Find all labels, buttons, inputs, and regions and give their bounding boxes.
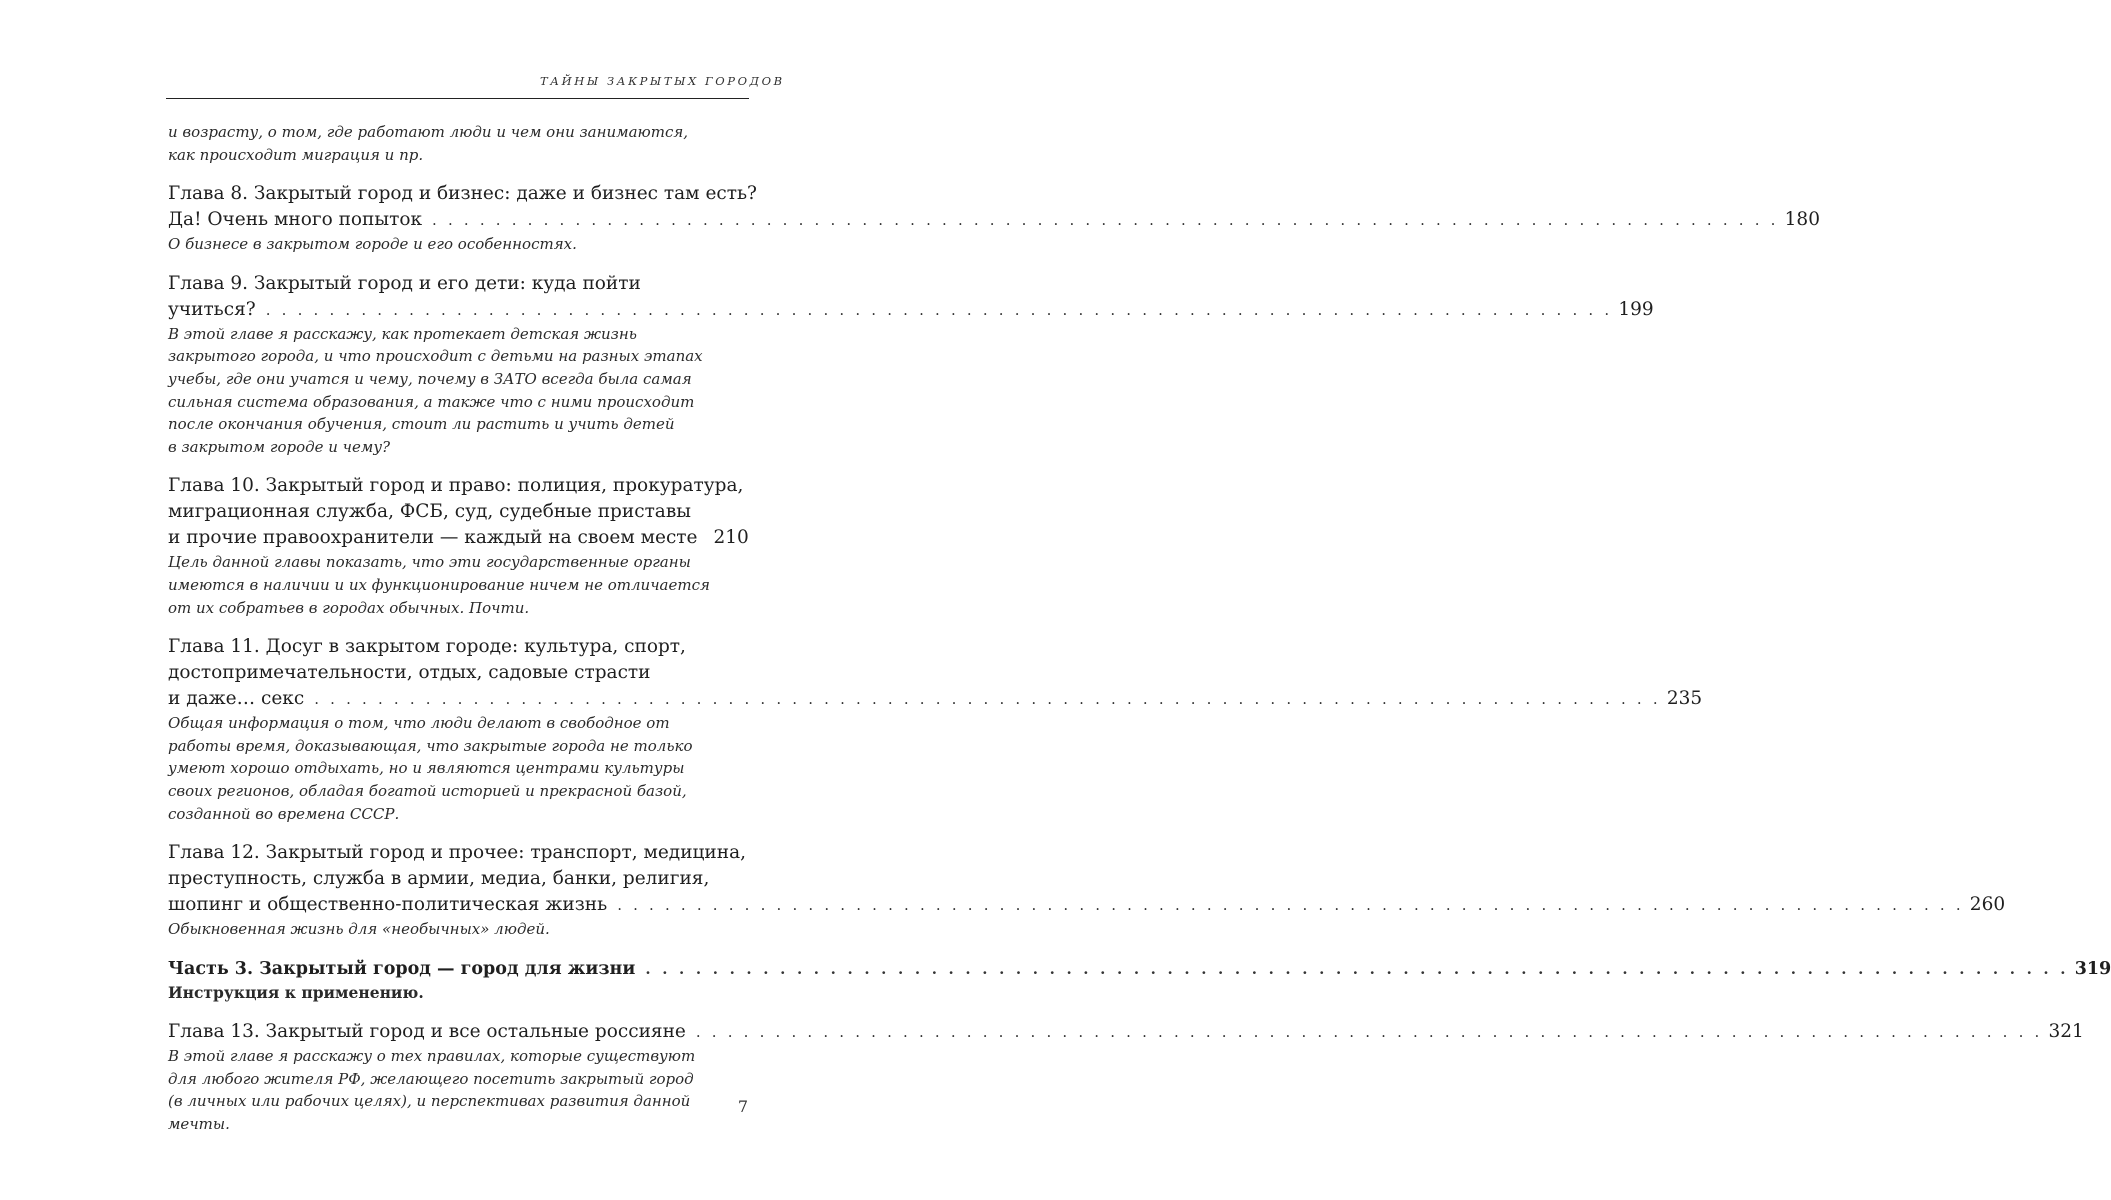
chapter-title xyxy=(168,473,749,551)
chapter-title xyxy=(168,181,1820,233)
title-line: миграционная служба, ФСБ, суд, судебные приставы xyxy=(168,501,691,523)
toc-entry-chapter-13 xyxy=(168,1019,2084,1135)
title-last-line xyxy=(168,686,1703,712)
title-text: Часть 3. Закрытый город — город для жизни xyxy=(168,958,636,979)
title-last-line xyxy=(168,956,2111,982)
desc-line: для любого жителя РФ, желающего посетить закрытый город xyxy=(168,1069,694,1088)
part-title xyxy=(168,956,2111,982)
desc-line: закрытого города, и что происходит с детьми на разных этапах xyxy=(168,347,703,366)
chapter-description xyxy=(168,323,746,459)
desc-line: умеют хорошо отдыхать, но и являются центрами культуры xyxy=(168,759,685,778)
page-ref: 319 xyxy=(2074,958,2111,979)
toc-entry-chapter-8 xyxy=(168,181,1820,256)
toc-entry-chapter-9 xyxy=(168,271,1654,459)
continued-description xyxy=(168,121,746,166)
desc-line: в закрытом городе и чему? xyxy=(168,437,391,456)
title-line: Глава 12. Закрытый город и прочее: транспорт, медицина, xyxy=(168,842,746,864)
desc-line: имеются в наличии и их функционирование ничем не отличается xyxy=(168,575,710,594)
chapter-description xyxy=(168,551,746,619)
chapter-description xyxy=(168,233,746,256)
title-text: учиться? xyxy=(168,298,256,320)
part-subtitle xyxy=(168,982,746,1005)
desc-line: учебы, где они учатся и чему, почему в ЗАТО всегда была самая xyxy=(168,369,692,388)
chapter-description xyxy=(168,712,746,825)
title-line: Глава 9. Закрытый город и его дети: куда пойти xyxy=(168,272,641,294)
page-ref: 180 xyxy=(1784,209,1820,231)
desc-line: Обыкновенная жизнь для «необычных» людей. xyxy=(168,920,550,939)
chapter-title xyxy=(168,840,2006,918)
desc-line: Инструкция к применению. xyxy=(168,982,424,1002)
title-last-line xyxy=(168,525,749,551)
title-last-line xyxy=(168,297,1654,323)
toc-entry-chapter-11 xyxy=(168,634,1703,825)
title-line: преступность, служба в армии, медиа, банки, религия, xyxy=(168,868,710,890)
dot-leader: . . . . . . . . . . . . . . . . . . . . . . . . . . . . . . . . . . . . . . . . . . . . . . . . . . . . . . . . . . . . . . . . . . . . . . . . . . . . . . . . . . . . . xyxy=(695,1023,2043,1042)
desc-line: В этой главе я расскажу, как протекает детская жизнь xyxy=(168,324,637,343)
desc-line: своих регионов, обладая богатой историей и прекрасной базой, xyxy=(168,781,687,800)
title-line: достопримечательности, отдых, садовые страсти xyxy=(168,662,651,684)
title-text: шопинг и общественно-политическая жизнь xyxy=(168,894,608,916)
toc-entry-chapter-10 xyxy=(168,473,749,619)
desc-line: и возрасту, о том, где работают люди и чем они занимаются, xyxy=(168,123,689,141)
table-of-contents xyxy=(168,121,2111,1136)
title-line: Глава 8. Закрытый город и бизнес: даже и бизнес там есть? xyxy=(168,183,757,205)
chapter-description xyxy=(168,918,746,941)
desc-line: после окончания обучения, стоит ли растить и учить детей xyxy=(168,415,675,434)
title-line: Глава 11. Досуг в закрытом городе: культура, спорт, xyxy=(168,636,686,658)
desc-line: работы время, доказывающая, что закрытые города не только xyxy=(168,736,693,755)
chapter-description xyxy=(168,1045,746,1135)
dot-leader: . . . . . . . . . . . . . . . . . . . . . . . . . . . . . . . . . . . . . . . . . . . . . . . . . . . . . . . . . . . . . . . . . . . . . . . . . . . . . . . . . . . . . xyxy=(265,300,1613,319)
dot-leader: . . . . . . . . . . . . . . . . . . . . . . . . . . . . . . . . . . . . . . . . . . . . . . . . . . . . . . . . . . . . . . . . . . . . . . . . . . . . . . . . . . . . . xyxy=(645,959,2069,978)
page-ref: 199 xyxy=(1618,298,1654,320)
dot-leader: . . . . . . . . . . . . . . . . . . . . . . . . . . . . . . . . . . . . . . . . . . . . . . . . . . . . . . . . . . . . . . . . . . . . . . . . . . . . . . . . . . . . . xyxy=(617,896,1964,915)
title-text: и даже… секс xyxy=(168,688,305,710)
page-ref: 260 xyxy=(1969,894,2006,916)
title-last-line xyxy=(168,1019,2084,1045)
page-ref: 235 xyxy=(1666,688,1703,710)
running-head: ТАЙНЫ ЗАКРЫТЫХ ГОРОДОВ xyxy=(540,74,785,88)
desc-line: созданной во времена СССР. xyxy=(168,804,400,823)
desc-line: от их собратьев в городах обычных. Почти. xyxy=(168,598,530,617)
header-rule xyxy=(166,98,749,99)
chapter-title xyxy=(168,1019,2084,1045)
desc-line: В этой главе я расскажу о тех правилах, которые существуют xyxy=(168,1047,696,1066)
desc-line: О бизнесе в закрытом городе и его особенностях. xyxy=(168,235,577,254)
title-text: и прочие правоохранители — каждый на своем месте xyxy=(168,527,698,549)
title-last-line xyxy=(168,892,2006,918)
dot-leader: . . . . . . . . . . . . . . . . . . . . . . . . . . . . . . . . . . . . . . . . . . . . . . . . . . . . . . . . . . . . . . . . . . . . . . . . . . . . . . . . . . . . . xyxy=(314,690,1661,709)
desc-line: Цель данной главы показать, что эти государственные органы xyxy=(168,553,691,572)
desc-line: как происходит миграция и пр. xyxy=(168,145,424,164)
page-ref: 210 xyxy=(713,527,749,549)
toc-entry-chapter-12 xyxy=(168,840,2006,941)
page-number: 7 xyxy=(737,1097,748,1116)
title-line: Глава 10. Закрытый город и право: полиция, прокуратура, xyxy=(168,475,744,497)
toc-entry-part-3 xyxy=(168,956,2111,1005)
page-ref: 321 xyxy=(2048,1021,2084,1043)
title-text: Глава 13. Закрытый город и все остальные россияне xyxy=(168,1021,686,1043)
chapter-title xyxy=(168,634,1703,712)
dot-leader: . . . . . . . . . . . . . . . . . . . . . . . . . . . . . . . . . . . . . . . . . . . . . . . . . . . . . . . . . . . . . . . . . . . . . . . . . . . . . . . . . . . . . xyxy=(432,211,1779,230)
desc-line: сильная система образования, а также что с ними происходит xyxy=(168,392,695,411)
chapter-title xyxy=(168,271,1654,323)
desc-line: (в личных или рабочих целях), и перспективах развития данной xyxy=(168,1092,691,1111)
title-text: Да! Очень много попыток xyxy=(168,209,423,231)
desc-line: Общая информация о том, что люди делают в свободное от xyxy=(168,714,670,733)
title-last-line xyxy=(168,207,1820,233)
desc-line: мечты. xyxy=(168,1115,230,1134)
